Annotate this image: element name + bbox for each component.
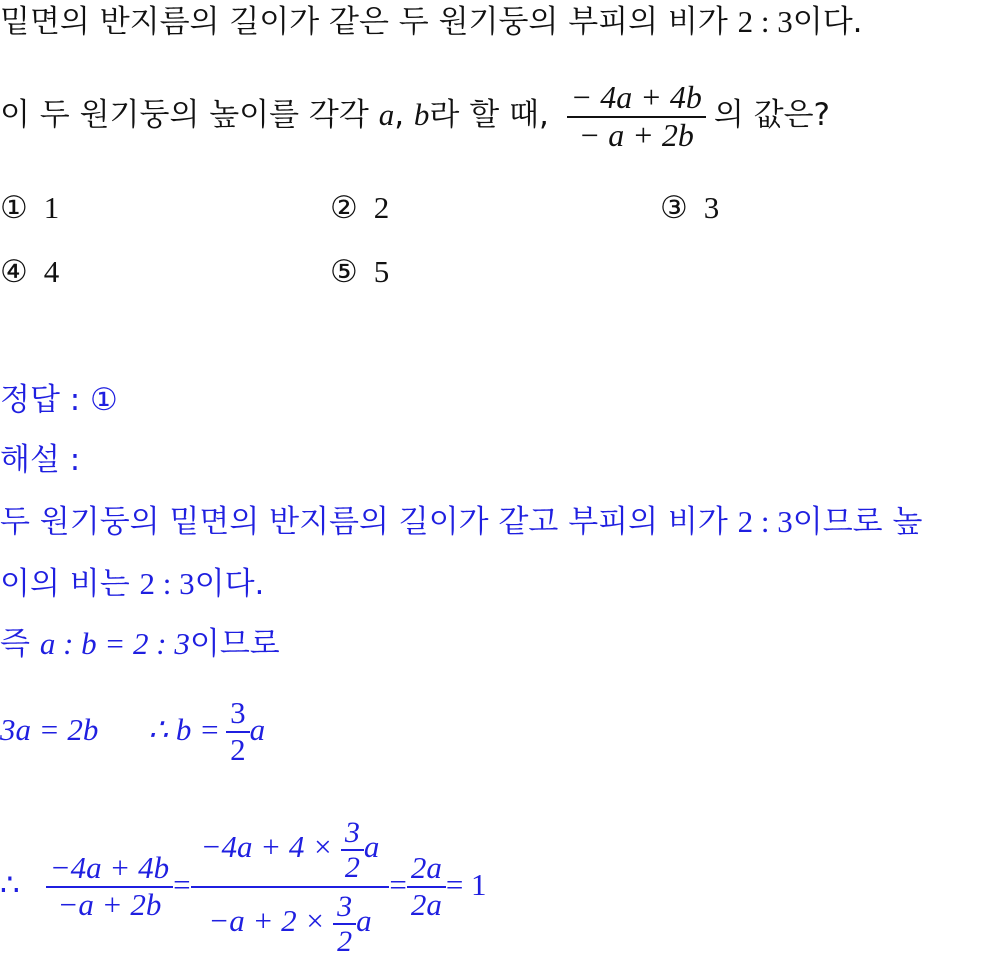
option-4[interactable]	[0, 252, 59, 292]
explanation-ratio-1: 2 : 3	[737, 504, 793, 539]
explanation-line-1	[0, 502, 922, 542]
explanation-fraction-1-den: −a + 2b	[57, 886, 162, 922]
option-3-mark: ③	[660, 190, 688, 226]
question-text-2-mid: 라 할 때,	[429, 97, 559, 133]
explanation-line-5	[0, 795, 487, 975]
explanation-fraction-2-num	[191, 816, 390, 888]
explanation-text-2-end: 이다.	[194, 566, 265, 602]
explanation-therefore-b: ∴ b =	[148, 712, 221, 747]
option-5[interactable]	[330, 252, 389, 292]
explanation-line-2	[0, 564, 264, 604]
explanation-equation: 3a = 2b	[0, 712, 99, 747]
answer-value: ①	[90, 382, 118, 418]
option-5-mark: ⑤	[330, 254, 358, 290]
answer-label: 정답 :	[0, 382, 91, 418]
explanation-b-var: a	[249, 712, 266, 747]
explanation-proportion: a : b = 2 : 3	[39, 626, 190, 661]
explanation-fraction-1-num: −4a + 4b	[46, 851, 173, 887]
question-line-2	[0, 70, 830, 160]
question-fraction-numerator: − 4a + 4b	[567, 80, 706, 117]
explanation-text-1-end: 이므로 높	[792, 504, 923, 540]
therefore-symbol: ∴	[0, 867, 20, 902]
explanation-fraction-1	[46, 851, 173, 921]
explanation-fraction-2-den	[191, 888, 390, 958]
question-comma: ,	[394, 97, 414, 133]
final-result: = 1	[445, 867, 487, 902]
explanation-inner-frac-den	[333, 890, 356, 958]
equals-sign-1: =	[173, 867, 191, 902]
explanation-text-3: 즉	[0, 626, 40, 662]
explanation-fraction-3-num: 2a	[407, 851, 446, 887]
question-text-2-end: 의 값은?	[713, 97, 831, 133]
explanation-fraction-3-den: 2a	[410, 886, 442, 922]
explanation-ratio-2: 2 : 3	[139, 566, 195, 601]
inner-frac-num-bottom: 2	[344, 850, 360, 884]
option-4-value: 4	[43, 254, 60, 289]
option-1-mark: ①	[0, 190, 28, 226]
option-4-mark: ④	[0, 254, 28, 290]
question-fraction-denominator: − a + 2b	[578, 116, 694, 153]
explanation-text-1: 두 원기둥의 밑면의 반지름의 길이가 같고 부피의 비가	[0, 504, 738, 540]
answer-line	[0, 380, 118, 420]
explanation-text-2: 이의 비는	[0, 566, 140, 602]
question-line-1	[0, 2, 863, 42]
explanation-fraction-2-den-var: a	[356, 902, 372, 938]
question-var-a: a	[378, 97, 395, 132]
explanation-line-4	[0, 685, 265, 775]
explanation-label: 해설 :	[0, 442, 81, 478]
explanation-line-3	[0, 624, 280, 664]
option-3[interactable]	[660, 188, 719, 228]
explanation-fraction-2-num-text: −4a + 4 ×	[200, 828, 334, 864]
question-var-b: b	[413, 97, 430, 132]
explanation-inner-frac-num	[341, 816, 364, 884]
option-1-value: 1	[43, 190, 60, 225]
explanation-fraction-2-num-var: a	[363, 828, 380, 864]
explanation-b-fraction-num: 3	[226, 696, 250, 732]
explanation-text-3-end: 이므로	[189, 626, 280, 662]
inner-frac-den-top: 3	[333, 890, 356, 925]
explanation-fraction-2	[191, 816, 390, 958]
explanation-b-fraction-den: 2	[230, 731, 246, 767]
inner-frac-den-bottom: 2	[337, 924, 353, 958]
question-fraction	[567, 80, 706, 152]
option-1[interactable]	[0, 188, 59, 228]
question-text-1: 밑면의 반지름의 길이가 같은 두 원기둥의 부피의 비가	[0, 4, 738, 40]
question-ratio: 2 : 3	[737, 4, 793, 39]
question-text-1-end: 이다.	[792, 4, 863, 40]
option-5-value: 5	[373, 254, 390, 289]
explanation-b-fraction	[226, 696, 250, 766]
explanation-fraction-3	[407, 851, 446, 921]
option-3-value: 3	[703, 190, 720, 225]
explanation-fraction-2-den-text: −a + 2 ×	[208, 902, 326, 938]
option-2-value: 2	[373, 190, 390, 225]
option-2-mark: ②	[330, 190, 358, 226]
equals-sign-2: =	[389, 867, 407, 902]
option-2[interactable]	[330, 188, 389, 228]
inner-frac-num-top: 3	[341, 816, 364, 851]
question-text-2: 이 두 원기둥의 높이를 각각	[0, 97, 379, 133]
